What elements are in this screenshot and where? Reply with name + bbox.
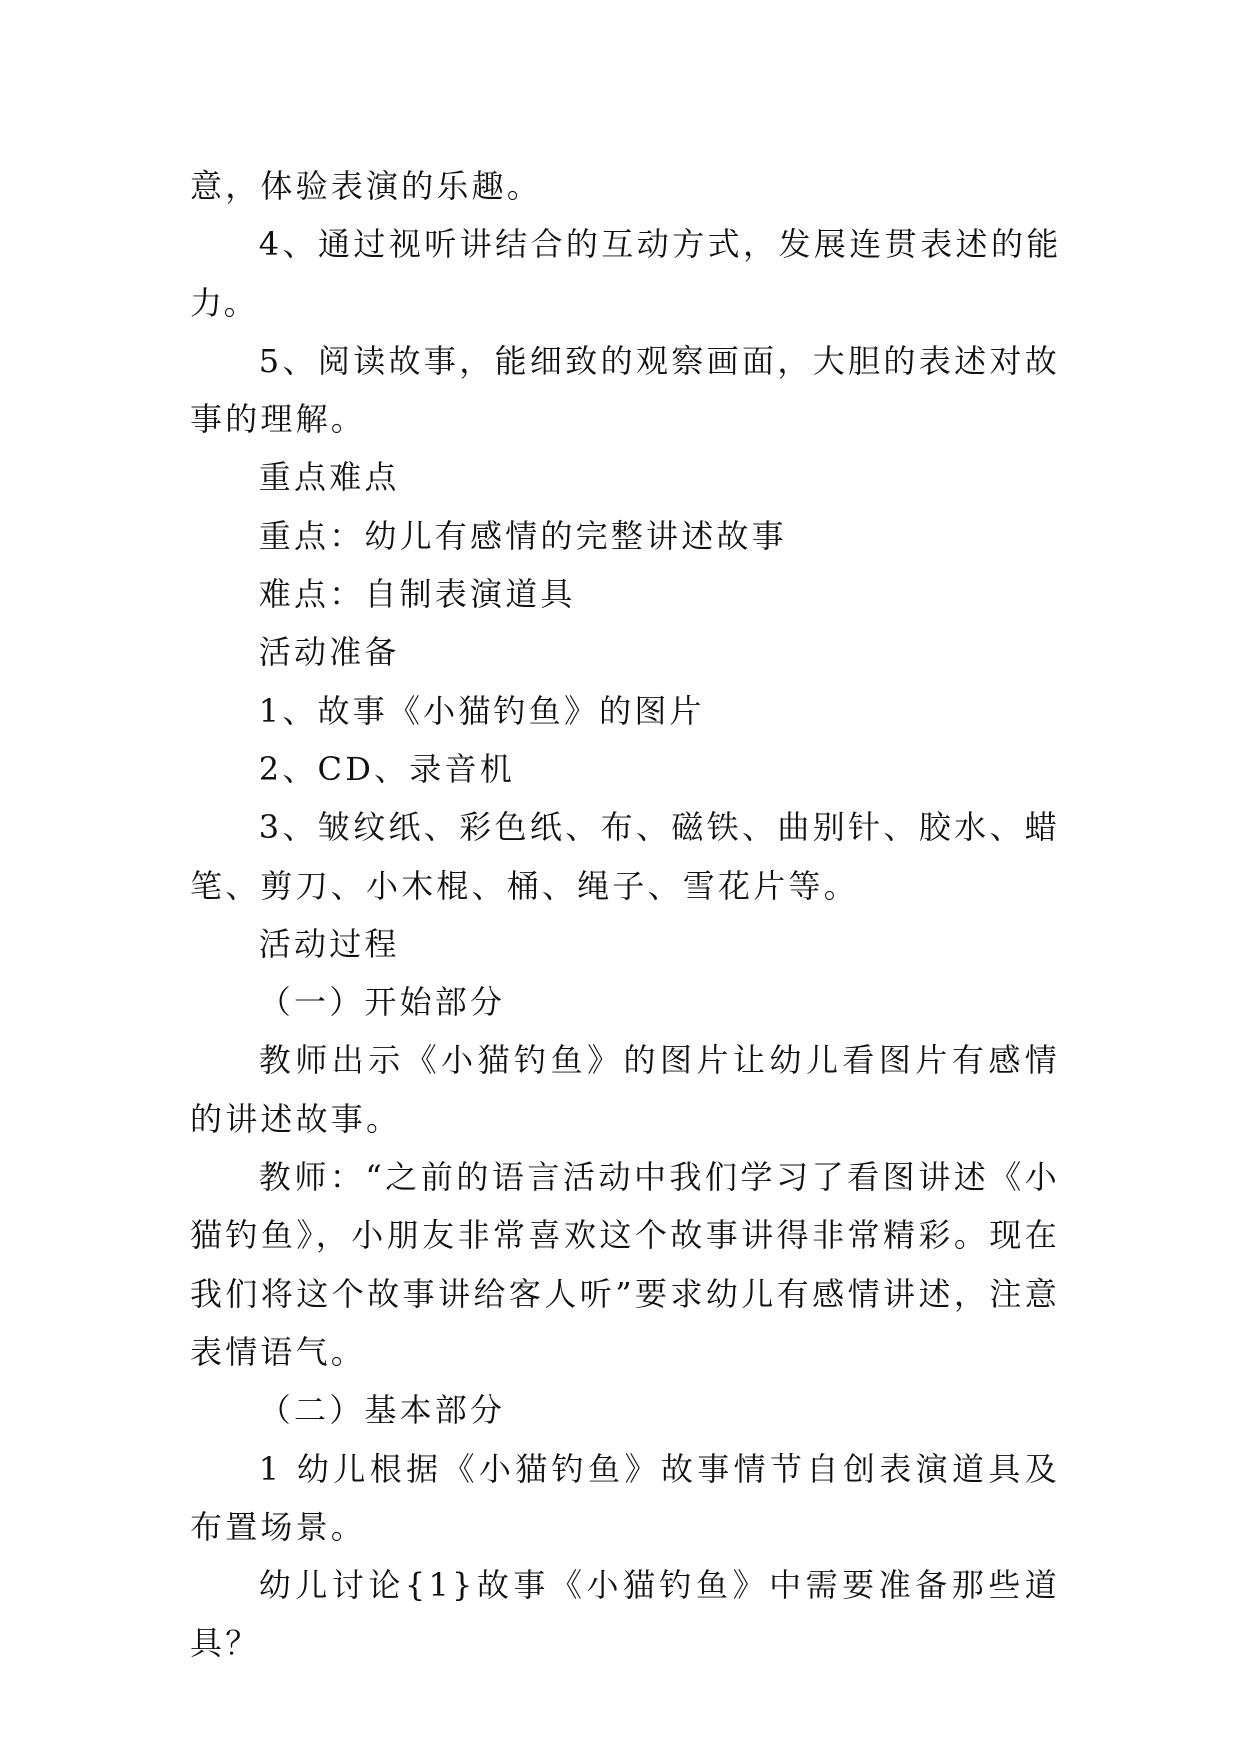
paragraph-preparation-2: 2、CD、录音机 — [258, 749, 515, 788]
heading-part-one: （一）开始部分 — [258, 983, 506, 1022]
paragraph-teacher-shows-pictures: 教师出示《小猫钓鱼》的图片让幼儿看图片有感情的讲述故事。 — [190, 1041, 1060, 1138]
heading-activity-process: 活动过程 — [258, 924, 400, 963]
paragraph-preparation-3: 3、皱纹纸、彩色纸、布、磁铁、曲别针、胶水、蜡笔、剪刀、小木棍、桶、绳子、雪花片等。 — [190, 808, 1060, 905]
paragraph-difficult-point: 难点：自制表演道具 — [258, 575, 576, 614]
paragraph-teacher-speech: 教师：“之前的语言活动中我们学习了看图讲述《小猫钓鱼》，小朋友非常喜欢这个故事讲得非常精彩。现在我们将这个故事讲给客人听”要求幼儿有感情讲述，注意表情语气。 — [190, 1158, 1060, 1371]
paragraph-goal-5: 5、阅读故事，能细致的观察画面，大胆的表述对故事的理解。 — [190, 341, 1060, 439]
paragraph-continued-goal: 意，体验表演的乐趣。 — [190, 167, 543, 205]
paragraph-make-props: 1 幼儿根据《小猫钓鱼》故事情节自创表演道具及布置场景。 — [190, 1449, 1060, 1546]
heading-part-two: （二）基本部分 — [258, 1391, 506, 1430]
paragraph-children-discuss: 幼儿讨论{1}故事《小猫钓鱼》中需要准备那些道具？ — [190, 1566, 1060, 1663]
paragraph-goal-4: 4、通过视听讲结合的互动方式，发展连贯表述的能力。 — [190, 225, 1060, 322]
heading-key-difficult-points: 重点难点 — [258, 458, 400, 497]
paragraph-preparation-1: 1、故事《小猫钓鱼》的图片 — [258, 691, 705, 730]
heading-activity-preparation: 活动准备 — [258, 633, 400, 672]
paragraph-key-point: 重点：幼儿有感情的完整讲述故事 — [258, 516, 787, 555]
document-body — [190, 157, 1060, 1673]
